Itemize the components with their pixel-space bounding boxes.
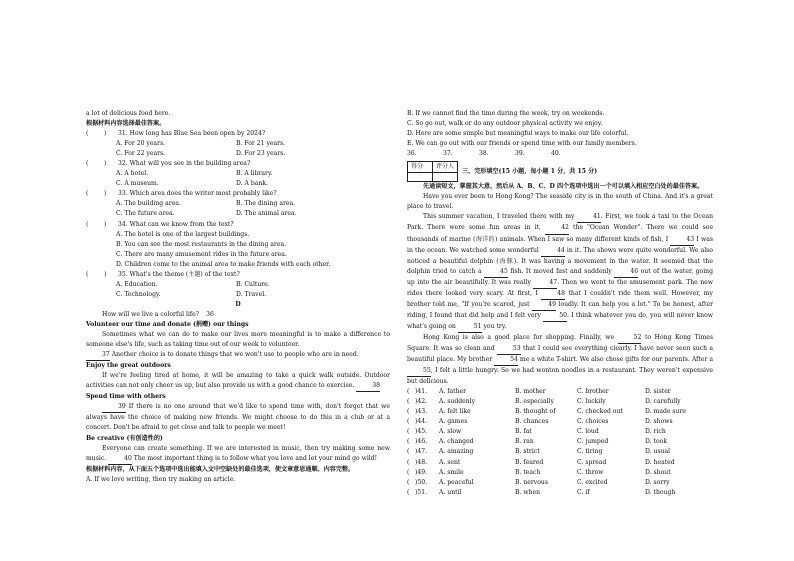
question-dot: . bbox=[125, 130, 130, 138]
section-3-title: 三、完形填空(15 小题，每小题 1 分，共 15 分) bbox=[462, 167, 598, 175]
option[interactable]: D. carefully bbox=[645, 398, 681, 406]
cloze-row-41 bbox=[407, 387, 713, 397]
option[interactable]: C. if bbox=[577, 488, 590, 496]
blank-42[interactable]: 42 bbox=[545, 223, 569, 234]
question-number: )45. bbox=[415, 428, 428, 436]
option[interactable]: C. luckily bbox=[577, 398, 606, 406]
option[interactable]: B. teach bbox=[515, 468, 541, 476]
question-stem: What can we know from the text? bbox=[129, 220, 234, 228]
blank-39[interactable]: 39 bbox=[102, 402, 126, 413]
option[interactable]: B. especially bbox=[515, 398, 554, 406]
paragraph-text: This summer vacation, I traveled there with my bbox=[423, 213, 578, 221]
option[interactable]: A. For 20 years. bbox=[116, 140, 166, 148]
option-e: E. We can go out with our friends or spend time with our family members. bbox=[407, 140, 637, 148]
paragraph-text: . First, we took a taxi to the Ocean Park. There were some fun areas in it, bbox=[407, 213, 713, 232]
paragraph-text: Another choice is to donate things that we won't use to people who are in need. bbox=[111, 351, 359, 359]
intro-line: a lot of delicious food here. bbox=[86, 110, 171, 117]
options-row bbox=[86, 139, 390, 149]
question-dot: . bbox=[125, 190, 130, 198]
option[interactable]: C. A museum. bbox=[116, 180, 159, 188]
option[interactable]: A. A hotel. bbox=[116, 170, 149, 178]
blank-46[interactable]: 46 bbox=[614, 267, 638, 278]
option[interactable]: D. took bbox=[645, 438, 668, 446]
paragraph-text: If we're feeling tired at home, it will be amazing to take a quick walk outside. Outdoor activities can not only cheer us up, but also provide us with a good chance to exercise. bbox=[86, 372, 390, 390]
option[interactable]: D. sister bbox=[645, 388, 671, 396]
answer-blanks-row bbox=[407, 149, 713, 159]
option[interactable]: B. fat bbox=[515, 428, 532, 436]
option[interactable]: C. excited bbox=[577, 478, 608, 486]
option[interactable]: C. throw bbox=[577, 468, 604, 476]
question-dot: . bbox=[125, 160, 130, 168]
blank-48[interactable]: 48 bbox=[541, 289, 565, 300]
answer-blank-37[interactable]: 37. bbox=[443, 150, 453, 158]
option[interactable]: A. suddenly bbox=[439, 398, 476, 406]
score-cell[interactable] bbox=[408, 173, 433, 182]
option[interactable]: B. strict bbox=[515, 448, 540, 456]
options-row bbox=[86, 179, 390, 189]
instruction-c: 根据材料内容选择最佳答案。 bbox=[86, 120, 166, 128]
question-32 bbox=[86, 159, 390, 169]
question-34 bbox=[86, 220, 390, 230]
blank-45[interactable]: 45 bbox=[484, 267, 508, 278]
paragraph-text: Sometimes what we can do to make our lives more meaningful is to make a difference to someone else's life, such as taking time out of our week to volunteer. bbox=[86, 331, 390, 349]
paragraph-text: to Hong Kong Times Square. It was so clean and bbox=[407, 333, 713, 352]
option[interactable]: B. feared bbox=[515, 458, 544, 466]
option-a: A. If we love writing, then try making an article. bbox=[86, 475, 236, 483]
paragraph-text: Hong Kong is also a good place for shopping. Finally, we bbox=[423, 333, 618, 341]
paren[interactable]: ( bbox=[86, 190, 89, 198]
heading-creative: Be creative (有创造性的) bbox=[86, 434, 163, 442]
paren[interactable]: ( bbox=[407, 448, 410, 456]
paragraph-text: you try. bbox=[481, 322, 507, 330]
paragraph-text: . I think whatever you do, you will never know what's going on bbox=[407, 311, 713, 330]
question-stem: How long has Blue Sea been open by 2024? bbox=[129, 130, 266, 138]
option[interactable]: D. Travel. bbox=[236, 290, 267, 298]
option[interactable]: A. changed bbox=[439, 438, 474, 446]
option[interactable]: D. The animal area. bbox=[236, 210, 297, 218]
question-number: )49. bbox=[415, 468, 428, 476]
question-31 bbox=[86, 129, 390, 139]
option[interactable]: C. There are many amusement rides in the future area. bbox=[116, 250, 287, 258]
paragraph-text: The most important thing is to follow what you love and let your mind go wild! bbox=[133, 454, 378, 462]
option[interactable]: D. shout bbox=[645, 468, 671, 476]
option-d: D. Here are some simple but meaningful ways to make our life colorful. bbox=[407, 130, 629, 138]
instruction-e: 根据材料内容，从下面五个选项中选出能填入文中空缺处的最佳选项，使文章意思通顺、内容完整。 bbox=[86, 465, 355, 473]
answer-blank-38[interactable]: 38. bbox=[479, 150, 489, 158]
paren-close: ) bbox=[104, 270, 107, 278]
option-c: C. So go out, walk or do any outdoor physical activity we enjoy. bbox=[407, 120, 603, 128]
paragraph-volunteer bbox=[86, 330, 390, 361]
paren[interactable]: ( bbox=[86, 160, 89, 168]
options-row bbox=[86, 280, 390, 290]
blank-38[interactable]: 38 bbox=[356, 381, 380, 392]
option-b: B. If we cannot find the time during the week, try on weekends. bbox=[407, 110, 605, 117]
question-number: 34 bbox=[118, 220, 126, 228]
cloze-row-47 bbox=[407, 447, 713, 457]
option[interactable]: C. checked out bbox=[577, 408, 623, 416]
blank-44[interactable]: 44 bbox=[541, 246, 565, 257]
blank-54[interactable]: 54 bbox=[494, 355, 518, 366]
paragraph-1: Have you ever been to Hong Kong? The seaside city is in the south of China. And it's a great place to travel. bbox=[407, 193, 713, 211]
option[interactable]: B. Culture. bbox=[236, 280, 270, 288]
paren[interactable]: ( bbox=[407, 398, 410, 406]
grader-cell[interactable] bbox=[433, 173, 458, 182]
option[interactable]: B. nervous bbox=[515, 478, 548, 486]
blank-51[interactable]: 51 bbox=[458, 322, 482, 333]
paren[interactable]: ( bbox=[86, 130, 89, 138]
question-33 bbox=[86, 189, 390, 199]
option[interactable]: C. tiring bbox=[577, 448, 603, 456]
blank-36[interactable]: 36 bbox=[201, 310, 219, 320]
paragraph-text: loudly. It can help you a lot." To be honest, after riding, I found that did help and I felt very bbox=[407, 300, 713, 319]
paren-close: ) bbox=[104, 160, 107, 168]
paren-close: ) bbox=[104, 220, 107, 228]
blank-50[interactable]: 50 bbox=[543, 311, 567, 322]
paragraph-text: , I felt a little hungry. So we had wonton noodles in a restaurant. They weren't expensive but delicious. bbox=[407, 367, 713, 386]
question-number: )41. bbox=[415, 388, 428, 396]
cloze-row-43 bbox=[407, 407, 713, 417]
section-d-heading: D bbox=[235, 300, 241, 308]
paren-close: ) bbox=[104, 130, 107, 138]
blank-52[interactable]: 52 bbox=[618, 333, 642, 344]
blank-41[interactable]: 41 bbox=[577, 212, 601, 223]
paragraph-text: fish. It moved fast and suddenly bbox=[507, 267, 615, 275]
paragraph-3 bbox=[407, 333, 713, 387]
blank-53[interactable]: 53 bbox=[497, 344, 521, 355]
heading-outdoors: Enjoy the great outdoors bbox=[86, 362, 171, 370]
option[interactable]: A. The building area. bbox=[116, 200, 181, 208]
option[interactable]: D. sorry bbox=[645, 478, 670, 486]
grader-label: 评分人 bbox=[433, 162, 458, 173]
option[interactable]: C. The future area. bbox=[116, 210, 175, 218]
heading-volunteer: Volunteer our time and donate (捐赠) our things bbox=[86, 320, 249, 328]
paragraph-text: me a white T-shirt. We also chose gifts for our parents. After a bbox=[517, 356, 713, 364]
option[interactable]: B. A library. bbox=[236, 170, 273, 178]
option[interactable]: C. spread bbox=[577, 458, 607, 466]
option[interactable]: A. amazing bbox=[439, 448, 474, 456]
question-stem: Which area does the writer most probably like? bbox=[129, 190, 277, 198]
option[interactable]: D. heated bbox=[645, 458, 675, 466]
paren[interactable]: ( bbox=[407, 388, 410, 396]
option[interactable]: D. A bank. bbox=[236, 180, 268, 188]
option[interactable]: B. thought of bbox=[515, 408, 556, 416]
score-row bbox=[407, 161, 713, 182]
option[interactable]: C. choices bbox=[577, 418, 609, 426]
option[interactable]: A. father bbox=[439, 388, 467, 396]
left-column bbox=[86, 109, 390, 485]
options-row bbox=[86, 199, 390, 209]
paren[interactable]: ( bbox=[407, 428, 410, 436]
option[interactable]: A. smile bbox=[439, 468, 464, 476]
option[interactable]: C. Technology. bbox=[116, 290, 161, 298]
question-number: )47. bbox=[415, 448, 428, 456]
right-column bbox=[407, 109, 713, 498]
option[interactable]: B. The dining area. bbox=[236, 200, 296, 208]
blank-47[interactable]: 47 bbox=[533, 278, 557, 289]
paren[interactable]: ( bbox=[407, 408, 410, 416]
option[interactable]: B. You can see the most restaurants in the dining area. bbox=[116, 240, 287, 248]
option[interactable]: D. made sure bbox=[645, 408, 686, 416]
blank-49[interactable]: 49 bbox=[532, 300, 556, 311]
options-row bbox=[86, 149, 390, 159]
option[interactable]: A. Education. bbox=[116, 280, 158, 288]
question-number: )50. bbox=[415, 478, 428, 486]
question-stem: What's the theme (主题) of the text? bbox=[129, 270, 240, 278]
cloze-row-45 bbox=[407, 427, 713, 437]
option[interactable]: A. sent bbox=[439, 458, 461, 466]
cloze-row-50 bbox=[407, 478, 713, 488]
question-35 bbox=[86, 270, 390, 280]
answer-blank-36[interactable]: 36. bbox=[407, 150, 417, 158]
paren[interactable]: ( bbox=[407, 468, 410, 476]
paren-close: ) bbox=[104, 190, 107, 198]
paragraph-others bbox=[86, 402, 390, 433]
question-number: )46. bbox=[415, 438, 428, 446]
cloze-options bbox=[407, 387, 713, 498]
d-title-text: How will we live a colorful life? bbox=[102, 310, 200, 318]
question-stem: What will you see in the building area? bbox=[129, 160, 251, 168]
option[interactable]: A. peaceful bbox=[439, 478, 474, 486]
option[interactable]: B. chances bbox=[515, 418, 549, 426]
question-number: )51. bbox=[415, 488, 428, 496]
question-number: )48. bbox=[415, 458, 428, 466]
option[interactable]: D. though bbox=[645, 488, 676, 496]
paragraph-text: I was in the ocean. We watched some wonderful bbox=[407, 235, 714, 254]
cloze-row-48 bbox=[407, 458, 713, 468]
question-number: )44. bbox=[415, 418, 428, 426]
option[interactable]: B. when bbox=[515, 488, 541, 496]
question-number: 31 bbox=[118, 130, 126, 138]
paragraph-outdoors bbox=[86, 371, 390, 392]
option[interactable]: D. shows bbox=[645, 418, 673, 426]
cloze-row-42 bbox=[407, 397, 713, 407]
option[interactable]: B. For 21 years. bbox=[236, 140, 286, 148]
paragraph-text: out of the water, going up into the air beautifully. It was really bbox=[407, 267, 713, 286]
answer-blank-39[interactable]: 39. bbox=[515, 150, 525, 158]
paren[interactable]: ( bbox=[407, 418, 410, 426]
options-row bbox=[86, 209, 390, 219]
paren[interactable]: ( bbox=[407, 438, 410, 446]
option[interactable]: A. slow bbox=[439, 428, 462, 436]
blank-40[interactable]: 40 bbox=[108, 454, 132, 465]
heading-others: Spend time with others bbox=[86, 393, 166, 401]
option[interactable]: A. games bbox=[439, 418, 468, 426]
paragraph-text: Everyone can create something. If we are interested in music, then try making some new music. bbox=[86, 444, 390, 462]
option[interactable]: A. The hotel is one of the largest buildings. bbox=[116, 230, 250, 238]
paren[interactable]: ( bbox=[407, 488, 410, 496]
question-list bbox=[86, 129, 390, 300]
blank-43[interactable]: 43 bbox=[670, 235, 694, 246]
option[interactable]: C. jumped bbox=[577, 438, 609, 446]
options-row bbox=[86, 290, 390, 300]
cloze-row-49 bbox=[407, 468, 713, 478]
options-row bbox=[86, 169, 390, 179]
score-table bbox=[407, 161, 458, 182]
question-number: )42. bbox=[415, 398, 428, 406]
option[interactable]: D. usual bbox=[645, 448, 671, 456]
cloze-row-51 bbox=[407, 488, 713, 498]
paren[interactable]: ( bbox=[407, 458, 410, 466]
option[interactable]: D. Children come to the animal area to make friends with each other. bbox=[116, 260, 331, 268]
paragraph-text: If there is no one around that we'd like to spend time with, don't forget that we always have the choice of making new friends. We might choose to do this in a club or at a concert. Don't be afraid to get close and talk to people we meet! bbox=[86, 403, 390, 432]
paragraph-text: that I couldn't ride them well. However, my brother told me, "If you're scared, just bbox=[407, 289, 713, 308]
answer-blank-40[interactable]: 40. bbox=[551, 150, 561, 158]
option[interactable]: B. ran bbox=[515, 438, 534, 446]
paren[interactable]: ( bbox=[86, 220, 89, 228]
blank-37[interactable]: 37 bbox=[86, 350, 110, 361]
paren[interactable]: ( bbox=[86, 270, 89, 278]
option[interactable]: C. For 22 years. bbox=[116, 150, 166, 158]
score-label: 得分 bbox=[408, 162, 433, 173]
paragraph-text: . Then we went to the amusement park. The new rides there looked very scary. At first, I bbox=[407, 278, 713, 297]
paragraph-text: the "Ocean Wonder". There we could see thousands of marine (海洋的) animals. When I saw so many different kinds of fish, I bbox=[407, 224, 713, 243]
cloze-row-44 bbox=[407, 417, 713, 427]
blank-55[interactable]: 55 bbox=[407, 366, 431, 377]
question-number: 33 bbox=[118, 190, 126, 198]
option[interactable]: D. For 23 years. bbox=[236, 150, 286, 158]
question-number: 32 bbox=[118, 160, 126, 168]
question-dot: . bbox=[125, 270, 130, 278]
paragraph-creative bbox=[86, 444, 390, 465]
option[interactable]: D. rich bbox=[645, 428, 666, 436]
paren[interactable]: ( bbox=[407, 478, 410, 486]
option[interactable]: C. brother bbox=[577, 388, 609, 396]
instruction-3: 先通读短文，掌握其大意，然后从 A、B、C、D 四个选项中选出一个可以填入相应空白处的最佳答案。 bbox=[423, 183, 704, 191]
option[interactable]: A. until bbox=[439, 488, 462, 496]
option[interactable]: A. felt like bbox=[439, 408, 471, 416]
option[interactable]: C. loud bbox=[577, 428, 599, 436]
question-number: )43. bbox=[415, 408, 428, 416]
paragraph-text: in it. The shows were quite wonderful. We also noticed a beautiful dolphin (海豚). It was having a movement in the water. It seemed that the dolphin tried to catch a bbox=[407, 246, 713, 275]
option[interactable]: B. mother bbox=[515, 388, 546, 396]
cloze-row-46 bbox=[407, 437, 713, 447]
d-title bbox=[86, 310, 390, 320]
question-dot: . bbox=[125, 220, 130, 228]
paragraph-2 bbox=[407, 212, 713, 333]
paragraph-text: that I could see everything clearly. I have never seen such a beautiful place. My brother bbox=[407, 344, 714, 364]
question-number: 35 bbox=[118, 270, 126, 278]
